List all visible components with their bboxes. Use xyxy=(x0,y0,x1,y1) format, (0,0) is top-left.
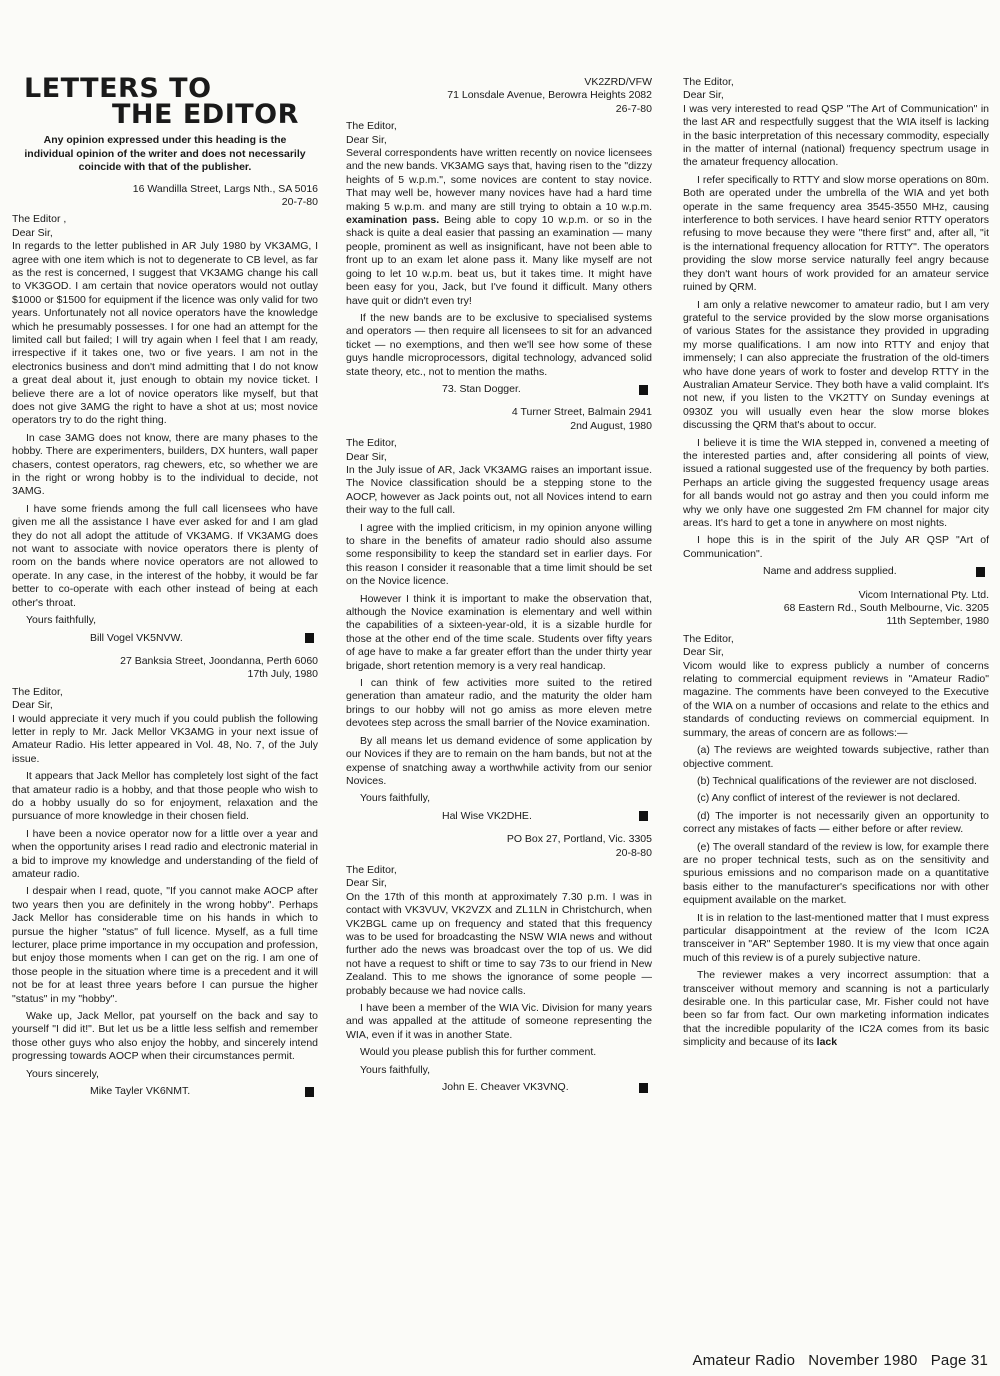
letter-address: Vicom International Pty. Ltd. 68 Eastern Rd., South Melbourne, Vic. 3205 11th September, 1980 xyxy=(783,588,989,628)
letter-paragraph: I would appreciate it very much if you could publish the following letter in reply to Mr. Jack Mellor VK3AMG in your next issue of Amateur Radio. His letter appeared in Vol. 48, No. 7, of the July issue. xyxy=(12,712,318,765)
emphasis-text: lack xyxy=(816,1036,838,1049)
letter-tayler xyxy=(12,655,318,1099)
page-title xyxy=(12,73,318,130)
letter-paragraph: I was very interested to read QSP "The Art of Communication" in the last AR and respectfully suggest that the WIA itself is lacking in the basic interpretation of this necessary commodity, especially in the matter of internal (national) frequency spectrum usage in the amateur frequency allocation. xyxy=(683,102,989,169)
letter-wise xyxy=(346,406,652,823)
column-3 xyxy=(683,72,989,1056)
letter-address: 4 Turner Street, Balmain 2941 2nd August, 1980 xyxy=(511,406,652,432)
letter-signature: 73. Stan Dogger. xyxy=(442,382,521,395)
title-line-1: LETTERS TO xyxy=(24,73,212,104)
letter-paragraph: In the July issue of AR, Jack VK3AMG raises an important issue. The Novice classification should be a stepping stone to the AOCP, however as Jack points out, not all Novices intend to earn their way to the full call. xyxy=(346,463,652,517)
letter-signature-row xyxy=(346,1081,652,1094)
letter-signature: Bill Vogel VK5NVW. xyxy=(90,631,183,644)
letter-paragraph: I refer specifically to RTTY and slow morse operations on 80m. Both are operated under the umbrella of the WIA and yet both operate in the same frequency area 3545-3550 MHz, causing interference to both services. I have heard senior RTTY operators refusing to move because they were "there first" and, after all, "it is the international frequency allocation for RTTY". The operators providing the slow morse service naturally feel angry because they don't want hours of work provided for an amateur service ruined by QRM. xyxy=(683,173,989,294)
letter-paragraph: Would you please publish this for further comment. xyxy=(360,1046,597,1059)
letter-salutation: The Editor, Dear Sir, xyxy=(12,685,63,712)
column-1 xyxy=(12,73,318,1109)
letter-closing: Yours sincerely, xyxy=(26,1067,99,1080)
letter-vicom xyxy=(683,589,989,1050)
letter-vogel xyxy=(12,183,318,645)
letter-signature: Mike Tayler VK6NMT. xyxy=(90,1085,191,1098)
concern-item-c: (c) Any conflict of interest of the reviewer is not declared. xyxy=(697,792,961,805)
end-mark-icon xyxy=(976,567,985,577)
letter-paragraph: It is in relation to the last-mentioned matter that I must express particular disappointment at the review of the Icom IC2A transceiver in "AR" September 1980. It is my view that once again much of this review is of a purely subjective nature. xyxy=(683,911,989,964)
letter-salutation: The Editor, Dear Sir, xyxy=(346,120,397,146)
letter-salutation: The Editor, Dear Sir, xyxy=(683,76,734,102)
letter-cheaver xyxy=(346,833,652,1094)
end-mark-icon xyxy=(639,385,648,395)
letter-address: VK2ZRD/VFW 71 Lonsdale Avenue, Berowra Heights 2082 26-7-80 xyxy=(447,76,652,115)
letter-paragraph: I agree with the implied criticism, in my opinion anyone willing to share in the benefits of amateur radio should also assume some responsibility to keep the standard set in earlier days. For this reason I consider it reasonable that a time limit should be set on the Novice licence. xyxy=(346,521,652,588)
letter-paragraph: I have been a novice operator now for a little over a year and when the opportunity arises I read radio and electronic material in a bid to improve my knowledge and understanding of the field of amateur radio. xyxy=(12,827,318,880)
letter-anonymous xyxy=(683,76,989,579)
title-line-2: THE EDITOR xyxy=(112,99,299,130)
letter-dogger xyxy=(346,76,652,396)
letter-paragraph: I can think of few activities more suited to the retired generation than amateur radio, and the maturity the older ham brings to our hobby will not go amiss as more eleven metre devotees step across the small barrier of the Novice examination. xyxy=(346,677,652,730)
footer-issue: November 1980 xyxy=(808,1352,918,1369)
letter-paragraph: Vicom would like to express publicly a number of concerns relating to commercial equipment reviews in "Amateur Radio" magazine. The comments have been conveyed to the Executive of the WIA on a number of occasions and relate to the ethics and standards of conducting reviews on commercial equipment. In summary, the areas of concern are as follows:— xyxy=(683,659,989,739)
letter-address: 16 Wandilla Street, Largs Nth., SA 5016 20-7-80 xyxy=(132,182,318,208)
letter-paragraph: In case 3AMG does not know, there are many phases to the hobby. There are experimenters, builders, DX hunters, wall paper chasers, contest operators, rag chewers, etc, so whether we are in the right or wrong hobby is to the individual to decide, not 3AMG. xyxy=(12,431,318,498)
letter-paragraph: However I think it is important to make the observation that, although the Novice examination is elementary and well within the capabilities of a sixteen-year-old, it is a sizable hurdle for those at the other end of the time scale. Students over fifty years of age have to make a far greater effort than the under thirty year brigade, short retention memory is a very real handicap. xyxy=(346,592,652,672)
footer-page-number: Page 31 xyxy=(930,1352,988,1369)
letter-paragraph: By all means let us demand evidence of some application by our Novices if they are to remain on the ham bands, but not at the expense of snatching away a worthwhile activity from our senior Novices. xyxy=(346,734,652,787)
letter-salutation: The Editor, Dear Sir, xyxy=(683,632,734,659)
end-mark-icon xyxy=(639,811,648,821)
letter-signature: Name and address supplied. xyxy=(763,565,897,578)
letter-paragraph: I despair when I read, quote, "If you cannot make AOCP after two years then you are definitely in the wrong hobby". Perhaps Jack Mellor has considerable time on his hands in which to pursue the higher "status" of full licence. Myself, as a full time lecturer, place prime importance in my occupation and profession, but enjoy those moments when I can get on the rig. I am one of those people in the situation where time is a precedent and it will not be for at least three years before I can pursue the higher "status" in my "hobby". xyxy=(12,885,318,1005)
letter-closing: Yours faithfully, xyxy=(26,614,97,627)
letter-address: 27 Banksia Street, Joondanna, Perth 6060 17th July, 1980 xyxy=(120,654,318,681)
letter-paragraph: I hope this is in the spirit of the July AR QSP "Art of Communication". xyxy=(683,534,989,560)
letter-paragraph: I have been a member of the WIA Vic. Division for many years and was appalled at the attitude of someone representing the WIA, even if it was in another State. xyxy=(346,1002,652,1041)
letter-paragraph: On the 17th of this month at approximately 7.30 p.m. I was in contact with VK3VUV, VK2VZX and ZL1LN in Christchurch, when VK2BGL came up on frequency and stated that this frequency was to be used for broadcasting the NSW WIA news and without further ado the news was broadcast over the top of us. We did not have a request to shift or time to say 73s to our friend in New Zealand. This to me shows the ignorance of some people — probably because we had novice calls. xyxy=(346,890,652,997)
end-mark-icon xyxy=(305,633,314,643)
letter-paragraph: I have some friends among the full call licensees who have given me all the assistance I have ever asked for and I am glad they do not all adopt the attitude of VK3AMG. If VK3AMG does not want to associate with novice operators there is plenty of room on the bands where novice operators are not allowed to operate. In any case, in the interest of the hobby, it would be far better to co-operate with each other instead of being at each other's throat. xyxy=(12,502,318,609)
letter-salutation: The Editor, Dear Sir, xyxy=(346,437,397,463)
page-footer xyxy=(692,1352,988,1370)
letter-paragraph: If the new bands are to be exclusive to specialised systems and operators — then require all licensees to sit for an advanced ticket — no exemptions, and then we'll see how some of these guys handle microprocessors, digital technology, advanced solid state theory, etc., not to mention the maths. xyxy=(346,311,652,378)
letter-signature: Hal Wise VK2DHE. xyxy=(442,809,532,822)
letter-paragraph: It appears that Jack Mellor has completely lost sight of the fact that amateur radio is a hobby, and that those people who wish to do a hobby usually do so for enjoyment, relaxation and the pursuance of more knowledge in their chosen field. xyxy=(12,770,318,823)
letter-signature: John E. Cheaver VK3VNQ. xyxy=(442,1081,569,1094)
disclaimer-note: Any opinion expressed under this heading is the individual opinion of the writer and does not necessarily coincide with that of the publisher. xyxy=(24,134,306,173)
letter-paragraph: Several correspondents have written recently on novice licensees and the new bands. VK3AMG says that, having risen to the "dizzy heights of 5 w.p.m.", some novices are content to stay novice. That may well be, however many novices have had a hard time making 5 w.p.m. and many are still trying to obtain a 10 w.p.m. examination pass. Being able to copy 10 w.p.m. or so in the shack is quite a deal easier that passing an examination — many people, prominent as well as insignificant, have not been able to front up to an exam let alone pass it. Many like myself are not going to let 10 w.p.m. beat us, but it takes time. It might have been easy for you, Jack, but I've found it difficult. Many others have quit or didn't even try! xyxy=(346,147,652,307)
letter-paragraph: I believe it is time the WIA stepped in, convened a meeting of the interested parties and, after considering all points of view, issued a rational suggested use of the frequency by both parties. Perhaps an article giving the suggested frequency usage areas for all bands would not go astray and then you could inform me why we only have one suggested 2m FM channel for major city areas. It's hard to get a tone in anywhere on most nights. xyxy=(683,436,989,529)
letter-paragraph: In regards to the letter published in AR July 1980 by VK3AMG, I agree with one item which is not to degenerate to CB level, as far as the rest is concerned, I suggest that VK3AMG change his call to VK3GOD. I am certain that novice operators would not outlay $1000 or $1500 for equipment if the licence was only valid for two years. Unfortunately not all novice operators have the knowledge which he presumably possesses. I for one had an attempt for the limited call but failed; I will try again when I feel that I am ready, irrespective if it takes one, two or five years. I am not in the electronics business and don't mind admitting that I do not know a great deal about it, just enough to obtain my novice ticket. I believe there are a lot of novice operators like myself, but that does not give 3AMG the right to have a shot at us; most novice operators try to do the right thing. xyxy=(12,240,318,427)
letter-address: PO Box 27, Portland, Vic. 3305 20-8-80 xyxy=(506,833,652,859)
letter-signature-row xyxy=(683,565,989,578)
letter-closing: Yours faithfully, xyxy=(360,792,431,805)
concern-item-a: (a) The reviews are weighted towards subjective, rather than objective comment. xyxy=(683,744,989,770)
letter-signature-row xyxy=(12,1085,318,1098)
letter-signature-row xyxy=(346,383,652,396)
concern-item-b: (b) Technical qualifications of the reviewer are not disclosed. xyxy=(697,774,977,787)
letter-paragraph: I am only a relative newcomer to amateur radio, but I am very grateful to the service provided by the slow morse organisations of various States for the assistance they provided in upgrading my morse qualifications. I am now into RTTY and enjoy that immensely; I can also appreciate the frustration of the old-timers who have done years of work to foster and develop RTTY in the Australian Amateur Service. They both have a valid complaint. It's not new, if you listen to the VK2TTY on Sunday evenings at 0930Z you will usually even hear the slow morse blokes discussing the QRM that's about to occur. xyxy=(683,298,989,432)
letter-paragraph: The reviewer makes a very incorrect assumption: that a transceiver without memory and scanning is not a particularly desirable one. In this particular case, Mr. Fisher could not have been so far from fact. Our own marketing information indicates that the incredible popularity of the IC2A comes from its basic simplicity and because of its lack xyxy=(683,969,989,1049)
footer-magazine: Amateur Radio xyxy=(692,1352,796,1369)
letter-signature-row xyxy=(12,632,318,645)
letter-salutation: The Editor , Dear Sir, xyxy=(12,213,67,239)
concern-item-e: (e) The overall standard of the review is low, for example there are no proper technical tests, such as on the sensitivity and spurious emissions and no comparison made on a quantitative basis either to the manufacturer's specifications nor with other equipment available on the market. xyxy=(683,840,989,907)
concern-item-d: (d) The importer is not necessarily given an opportunity to correct any mistakes of facts — either before or after review. xyxy=(683,809,989,836)
letter-salutation: The Editor, Dear Sir, xyxy=(346,863,397,890)
letter-paragraph: Wake up, Jack Mellor, pat yourself on the back and say to yourself "I did it!". But let us be a little less selfish and remember those other guys who also enjoy the hobby, and sincerely intend progressing towards AOCP when their circumstances permit. xyxy=(12,1010,318,1063)
letter-signature-row xyxy=(346,810,652,823)
emphasis-text: examination pass. xyxy=(346,214,440,227)
column-2 xyxy=(346,72,652,1104)
letter-closing: Yours faithfully, xyxy=(360,1063,431,1076)
end-mark-icon xyxy=(639,1083,648,1093)
end-mark-icon xyxy=(305,1087,314,1097)
